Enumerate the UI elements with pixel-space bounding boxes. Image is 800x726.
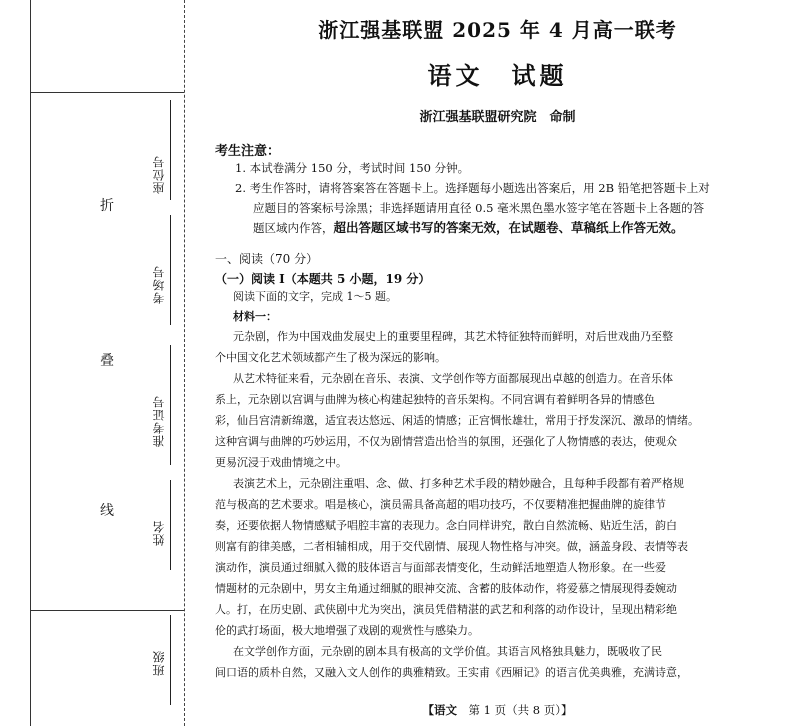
- name-label: 姓名: [152, 520, 166, 546]
- passage-line: 个中国文化艺术领域都产生了极为深远的影响。: [215, 351, 446, 364]
- exam-page: [205, 0, 790, 726]
- instruction-text: 阅读下面的文字，完成 1～5 题。: [233, 290, 397, 303]
- section-part-heading: 一、阅读（70 分）: [215, 252, 319, 266]
- class-blank[interactable]: [170, 615, 171, 705]
- notice-plain-text: 题区域内作答，: [253, 221, 334, 235]
- seat-number-label: 座位号: [152, 155, 166, 194]
- fold-dashed-line: [184, 0, 185, 726]
- passage-line: 更易沉浸于戏曲情境之中。: [215, 456, 347, 469]
- notice-item-2-cont2: [253, 218, 793, 238]
- exam-room-blank[interactable]: [170, 215, 171, 325]
- passage-line: 系上，元杂剧以宫调与曲牌为核心构建起独特的音乐架构。不同宫调有着鲜明各异的情感色: [215, 393, 655, 406]
- notice-item-1: 1. 本试卷满分 150 分，考试时间 150 分钟。: [235, 161, 470, 175]
- exam-title: 浙江强基联盟 2025 年 4 月高一联考: [318, 18, 677, 42]
- passage-line: 奏，还要依据人物情感赋予唱腔丰富的表现力。念白同样讲究，散白自然流畅、贴近生活，韵白: [215, 519, 677, 532]
- passage-line: 从艺术特征来看，元杂剧在音乐、表演、文学创作等方面都展现出卓越的创造力。在音乐体: [233, 372, 673, 385]
- page-footer: [205, 702, 790, 718]
- passage-line: 在文学创作方面，元杂剧的剧本具有极高的文学价值。其语言风格独具魅力，既吸收了民: [233, 645, 662, 658]
- author-line: 浙江强基联盟研究院 命制: [419, 110, 576, 125]
- passage-line: 这种宫调与曲牌的巧妙运用，不仅为剧情营造出恰当的氛围，还强化了人物情感的表达，使观众: [215, 435, 677, 448]
- passage-line: 情题材的元杂剧中，男女主角通过细腻的眼神交流、含蓄的肢体动作，将爱慕之情展现得委婉动: [215, 582, 677, 595]
- fold-char-1: 折: [100, 198, 114, 214]
- binding-outer-line: [30, 0, 31, 726]
- notice-item-2-cont: 应题目的答案标号涂黑；非选择题请用直径 0.5 毫米黑色墨水签字笔在答题卡上各题的答: [253, 201, 705, 215]
- passage-line: 表演艺术上，元杂剧注重唱、念、做、打多种艺术手段的精妙融合，且每种手段都有着严格规: [233, 477, 684, 490]
- binding-divider: [30, 92, 184, 93]
- exam-room-label: 考场号: [152, 265, 166, 304]
- fold-char-2: 叠: [100, 353, 114, 369]
- section-sub-heading: （一）阅读 Ⅰ（本题共 5 小题，19 分）: [215, 272, 431, 286]
- notice-item-2: 2. 考生作答时，请将答案答在答题卡上。选择题每小题选出答案后，用 2B 铅笔把答题卡上对: [235, 181, 710, 195]
- footer-subject: 【语文: [422, 703, 457, 717]
- notice-bold-warning: 超出答题区域书写的答案无效，在试题卷、草稿纸上作答无效。: [333, 220, 684, 235]
- passage-line: 元杂剧，作为中国戏曲发展史上的重要里程碑，其艺术特征独特而鲜明，对后世戏曲乃至整: [233, 330, 673, 343]
- passage-line: 演动作，演员通过细腻入微的肢体语言与面部表情变化，生动鲜活地塑造人物形象。在一些爱: [215, 561, 666, 574]
- fold-char-3: 线: [100, 503, 114, 519]
- passage-line: 间口语的质朴自然，又融入文人创作的典雅精致。王实甫《西厢记》的语言优美典雅，充满诗意，: [215, 666, 688, 679]
- notice-heading: 考生注意：: [215, 144, 281, 159]
- class-label: 班级: [152, 650, 166, 676]
- subject-title: 语文 试题: [427, 61, 568, 90]
- passage-line: 伦的武打场面，极大地增强了戏剧的观赏性与感染力。: [215, 624, 479, 637]
- material-label: 材料一：: [233, 310, 277, 323]
- footer-page-number: 第 1 页（共 8 页）】: [468, 703, 573, 717]
- admission-number-blank[interactable]: [170, 345, 171, 465]
- binding-divider: [30, 610, 184, 611]
- binding-strip: [0, 0, 195, 726]
- seat-number-blank[interactable]: [170, 100, 171, 200]
- passage-line: 彩，仙吕宫清新绵邈，适宜表达悠远、闲适的情感；正宫惆怅雄壮，常用于抒发深沉、激昂的情绪。: [215, 414, 699, 427]
- passage-line: 范与极高的艺术要求。唱是核心，演员需具备高超的唱功技巧，不仅要精准把握曲牌的旋律节: [215, 498, 666, 511]
- admission-number-label: 准考证号: [152, 395, 166, 447]
- passage-line: 人。打，在历史剧、武侠剧中尤为突出，演员凭借精湛的武艺和利落的动作设计，呈现出精彩绝: [215, 603, 677, 616]
- passage-line: 则富有韵律美感，二者相辅相成，用于交代剧情、展现人物性格与冲突。做，涵盖身段、表情等表: [215, 540, 688, 553]
- name-blank[interactable]: [170, 480, 171, 570]
